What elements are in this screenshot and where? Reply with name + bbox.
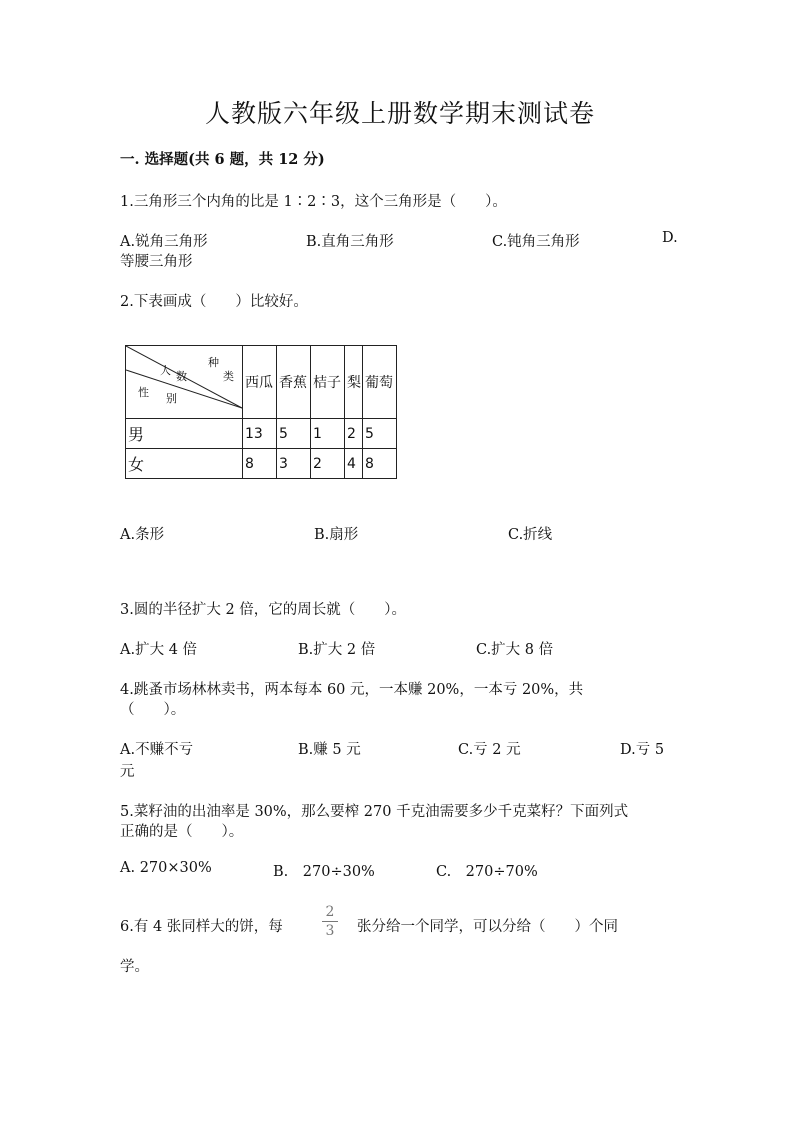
row-label: 男 xyxy=(126,419,243,449)
column-header: 香蕉 xyxy=(277,346,311,419)
table-cell: 2 xyxy=(345,419,363,449)
fraction-bar xyxy=(322,921,338,922)
question-5-cont: 正确的是（ ）。 xyxy=(120,824,244,840)
q3-option-b: B.扩大 2 倍 xyxy=(298,642,376,658)
table-cell: 5 xyxy=(277,419,311,449)
question-5: 5.菜籽油的出油率是 30%，那么要榨 270 千克油需要多少千克菜籽？下面列式 xyxy=(120,804,629,820)
column-header: 梨 xyxy=(345,346,363,419)
row-label: 女 xyxy=(126,449,243,479)
corner-label-mid1: 人 xyxy=(160,364,171,377)
table-cell: 4 xyxy=(345,449,363,479)
q2-option-a: A.条形 xyxy=(120,527,165,543)
q4-option-b: B.赚 5 元 xyxy=(298,742,361,758)
column-header: 西瓜 xyxy=(243,346,277,419)
q1-option-a: A.锐角三角形 xyxy=(120,234,208,250)
table-cell: 3 xyxy=(277,449,311,479)
question-4: 4.跳蚤市场林林卖书，两本每本 60 元，一本赚 20%，一本亏 20%，共 xyxy=(120,682,584,698)
table-cell: 1 xyxy=(311,419,345,449)
column-header: 桔子 xyxy=(311,346,345,419)
q1-option-b: B.直角三角形 xyxy=(306,234,394,250)
fruit-table xyxy=(125,345,397,479)
fraction xyxy=(322,905,338,938)
table-row xyxy=(126,419,397,449)
corner-label-bot1: 性 xyxy=(138,386,149,399)
corner-label-top: 种 xyxy=(208,356,219,369)
question-6-after: 张分给一个同学，可以分给（ ）个同 xyxy=(357,919,618,935)
table-cell: 13 xyxy=(243,419,277,449)
table-cell: 8 xyxy=(363,449,397,479)
question-4-cont: （ ）。 xyxy=(120,702,186,718)
question-2: 2.下表画成（ ）比较好。 xyxy=(120,294,308,310)
q5-option-b: B. 270÷30% xyxy=(273,864,375,880)
table-row xyxy=(126,449,397,479)
column-header: 葡萄 xyxy=(363,346,397,419)
table-cell: 2 xyxy=(311,449,345,479)
table-corner-cell xyxy=(126,346,243,419)
q4-option-d: D.亏 5 xyxy=(620,742,665,758)
page-title: 人教版六年级上册数学期末测试卷 xyxy=(204,99,595,128)
q2-option-c: C.折线 xyxy=(508,527,553,543)
q1-option-d: D. xyxy=(662,230,678,246)
question-6: 6.有 4 张同样大的饼，每 xyxy=(120,919,283,935)
table-cell: 5 xyxy=(363,419,397,449)
q5-option-a: A. 270×30% xyxy=(120,860,212,876)
q4-option-c: C.亏 2 元 xyxy=(458,742,521,758)
q5-option-c: C. 270÷70% xyxy=(436,864,538,880)
question-1: 1.三角形三个内角的比是 1∶2∶3，这个三角形是（ ）。 xyxy=(120,194,507,210)
q2-option-b: B.扇形 xyxy=(314,527,359,543)
q4-option-d-text: 元 xyxy=(120,764,135,780)
question-3: 3.圆的半径扩大 2 倍，它的周长就（ ）。 xyxy=(120,602,407,618)
corner-label-top2: 类 xyxy=(223,370,234,383)
fraction-numerator: 2 xyxy=(325,904,335,920)
q3-option-c: C.扩大 8 倍 xyxy=(476,642,554,658)
q1-option-c: C.钝角三角形 xyxy=(492,234,580,250)
q1-option-d-text: 等腰三角形 xyxy=(120,254,193,270)
question-6-cont: 学。 xyxy=(120,959,149,975)
section-heading: 一. 选择题(共 6 题，共 12 分) xyxy=(120,151,325,168)
corner-label-bot2: 别 xyxy=(166,392,177,405)
q3-option-a: A.扩大 4 倍 xyxy=(120,642,198,658)
table-cell: 8 xyxy=(243,449,277,479)
fraction-denominator: 3 xyxy=(325,923,335,939)
corner-label-mid2: 数 xyxy=(176,370,187,383)
q4-option-a: A.不赚不亏 xyxy=(120,742,194,758)
